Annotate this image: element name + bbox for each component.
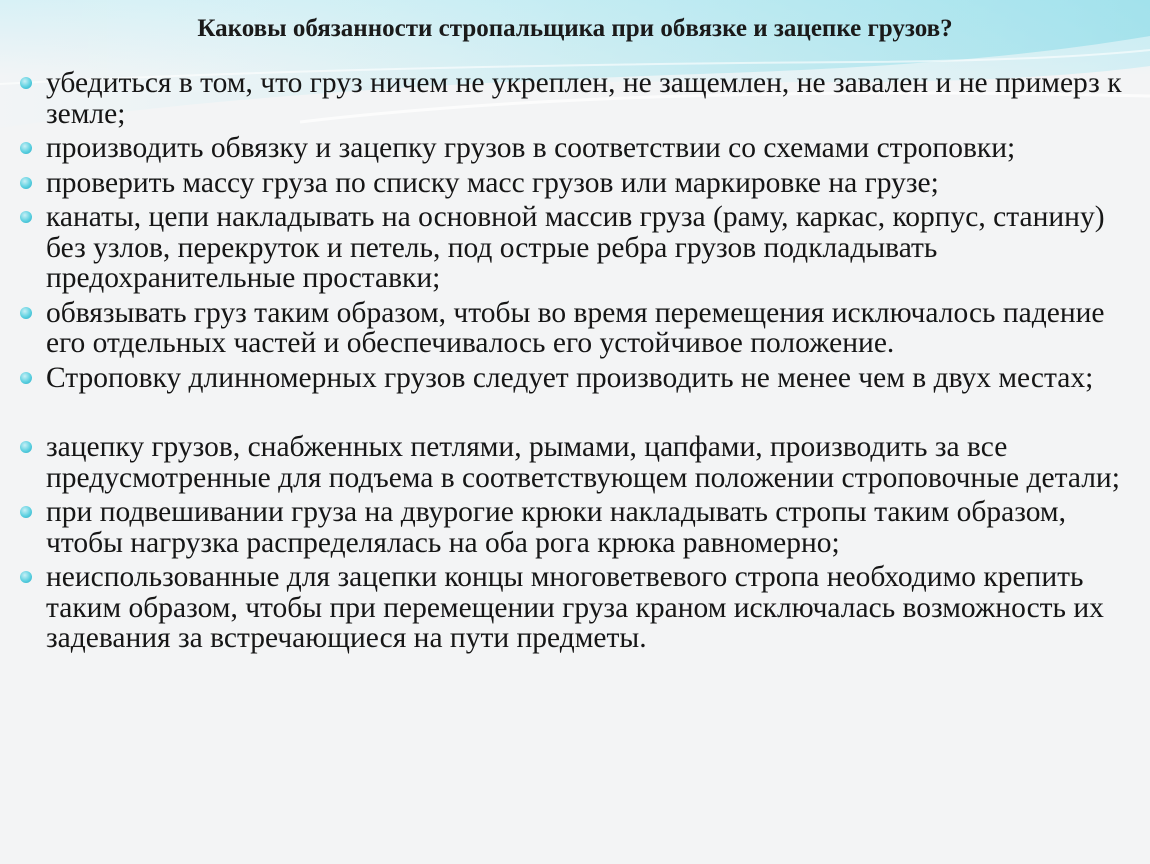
bullet-dot-icon [20,372,32,384]
list-item-text: зацепку грузов, снабженных петлями, рымами, цапфами, производить за все предусмотренные для подъема в соответствующем положении строповочные детали; [46,431,1120,494]
list-item-text: при подвешивании груза на двурогие крюки накладывать стропы таким образом, чтобы нагрузка распределялась на оба рога крюка равномерно; [46,496,1066,559]
bullet-dot-icon [20,177,32,189]
bullet-dot-icon [20,77,32,89]
list-item [20,68,1130,129]
list-item-text: проверить массу груза по списку масс грузов или маркировке на грузе; [46,166,939,199]
list-item-text: Строповку длинномерных грузов следует производить не менее чем в двух местах; [46,361,1094,394]
list-item-text: обвязывать груз таким образом, чтобы во время перемещения исключалось падение его отдельных частей и обеспечивалось его устойчивое положение. [46,296,1105,359]
list-item [20,298,1130,359]
bullet-list [20,68,1130,658]
bullet-dot-icon [20,571,32,583]
bullet-dot-icon [20,211,32,223]
list-item [20,202,1130,294]
bullet-dot-icon [20,142,32,154]
slide-title: Каковы обязанности стропальщика при обвязке и зацепке грузов? [197,15,953,42]
bullet-dot-icon [20,307,32,319]
list-item-text: канаты, цепи накладывать на основной массив груза (раму, каркас, корпус, станину) без узлов, перекруток и петель, под острые ребра грузов подкладывать предохранительные проставки; [46,201,1105,294]
list-item-text: производить обвязку и зацепку грузов в соответствии со схемами строповки; [46,132,1016,164]
list-item [20,363,1130,394]
list-item [20,562,1130,654]
list-item [20,133,1130,164]
list-item [20,432,1130,493]
bullet-dot-icon [20,441,32,453]
list-item [20,168,1130,199]
list-item-text: неиспользованные для зацепки концы многоветвевого стропа необходимо крепить таким образом, чтобы при перемещении груза краном исключалась возможность их задевания за встречающиеся на пути предметы. [46,561,1104,654]
list-item-text: убедиться в том, что груз ничем не укреплен, не защемлен, не завален и не примерз к земле; [46,67,1122,130]
bullet-dot-icon [20,506,32,518]
list-item [20,497,1130,558]
